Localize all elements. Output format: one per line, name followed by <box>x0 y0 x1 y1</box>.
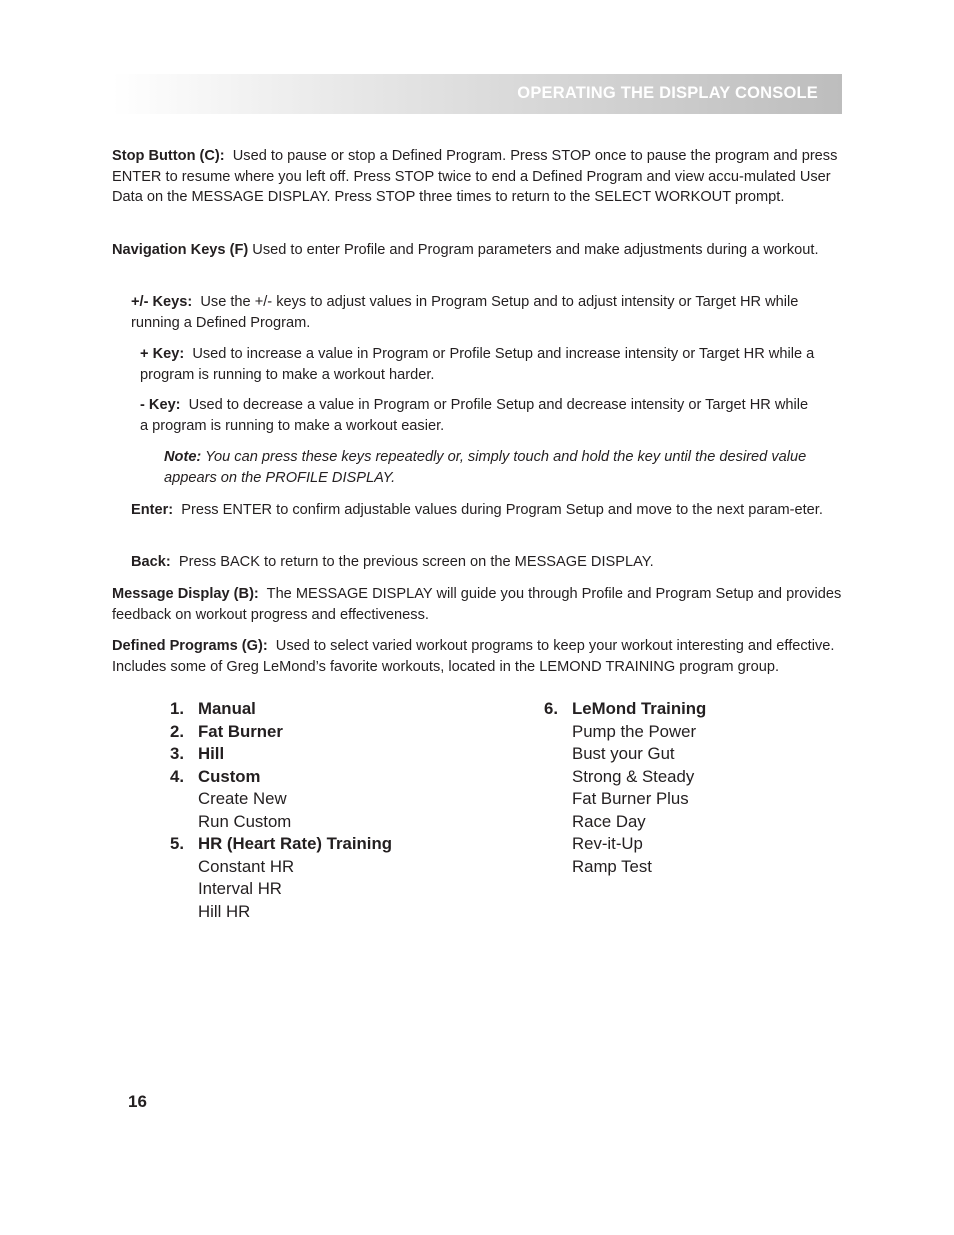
plus-minus-keys-lead: +/- Keys: <box>131 294 193 310</box>
program-item <box>170 833 392 856</box>
program-subitem: Bust your Gut <box>572 744 675 763</box>
minus-key-lead: - Key: <box>140 397 181 413</box>
minus-key-text: Used to decrease a value in Program or Profile Setup and decrease intensity or Target HR while a program is running to make a workout easier. <box>140 397 809 434</box>
program-subitem: Interval HR <box>198 879 282 898</box>
plus-key-text: Used to increase a value in Program or Profile Setup and increase intensity or Target HR while a program is running to make a workout harder. <box>140 346 815 383</box>
program-subitem: Race Day <box>572 811 646 831</box>
program-subitem: Run Custom <box>198 811 292 831</box>
navigation-keys-paragraph <box>112 240 842 261</box>
note-text: You can press these keys repeatedly or, simply touch and hold the key until the desired value appears on the PROFILE DISPLAY. <box>164 449 807 486</box>
minus-key-paragraph <box>140 395 820 436</box>
stop-button-text: Used to pause or stop a Defined Program. Press STOP once to pause the program and press ENTER to resume where you left off. Press STOP twice to end a Defined Program and view accu-mulated User Data on the MESSAGE DISPLAY. Press STOP three times to return to the SELECT WORKOUT prompt. <box>112 148 838 206</box>
program-number: 3. <box>170 744 184 763</box>
program-title: Hill <box>198 744 225 763</box>
program-title: Manual <box>198 699 256 718</box>
program-item <box>170 698 392 721</box>
plus-key-paragraph <box>140 344 842 385</box>
section-header-bar <box>112 74 842 114</box>
note-paragraph <box>164 447 834 488</box>
defined-programs-text: Used to select varied workout programs to keep your workout interesting and effective. Includes some of Greg LeMond’s favorite workouts, located in the LEMOND TRAINING program group. <box>112 638 835 675</box>
program-number: 2. <box>170 721 184 741</box>
message-display-text: The MESSAGE DISPLAY will guide you through Profile and Program Setup and provides feedback on workout progress and effectiveness. <box>112 586 842 623</box>
enter-key-text: Press ENTER to confirm adjustable values during Program Setup and move to the next param-eter. <box>181 502 823 518</box>
plus-minus-keys-text: Use the +/- keys to adjust values in Program Setup and to adjust intensity or Target HR while running a Defined Program. <box>131 294 799 331</box>
program-title: HR (Heart Rate) Training <box>198 834 392 853</box>
program-list-right <box>544 698 706 878</box>
program-title: LeMond Training <box>572 699 707 718</box>
enter-key-lead: Enter: <box>131 502 174 518</box>
message-display-paragraph <box>112 584 842 625</box>
enter-key-paragraph <box>131 500 842 521</box>
program-subitem: Ramp Test <box>572 856 652 876</box>
program-number: 6. <box>544 699 558 718</box>
program-subitem: Constant HR <box>198 856 295 876</box>
page-number: 16 <box>128 1092 147 1111</box>
plus-minus-keys-paragraph <box>131 292 821 333</box>
message-display-lead: Message Display (B): <box>112 586 259 602</box>
program-item <box>544 698 706 721</box>
navigation-keys-text: Used to enter Profile and Program parameters and make adjustments during a workout. <box>252 242 819 258</box>
program-number: 4. <box>170 766 184 786</box>
program-item <box>170 766 392 789</box>
defined-programs-lead: Defined Programs (G): <box>112 638 268 654</box>
section-title: OPERATING THE DISPLAY CONSOLE <box>517 84 818 102</box>
program-title: Fat Burner <box>198 721 283 741</box>
program-subitem: Rev-it-Up <box>572 834 643 853</box>
navigation-keys-lead: Navigation Keys (F) <box>112 242 249 258</box>
back-key-lead: Back: <box>131 554 171 570</box>
program-item <box>170 743 392 766</box>
program-title: Custom <box>198 766 261 786</box>
program-subitem: Strong & Steady <box>572 766 695 786</box>
program-list-left <box>170 698 392 923</box>
note-lead: Note: <box>164 449 202 465</box>
stop-button-paragraph <box>112 146 842 208</box>
program-number: 1. <box>170 699 184 718</box>
plus-key-lead: + Key: <box>140 346 185 362</box>
program-number: 5. <box>170 834 184 853</box>
program-item <box>170 721 392 744</box>
program-subitem: Fat Burner Plus <box>572 789 689 808</box>
defined-programs-paragraph <box>112 636 842 677</box>
program-subitem: Create New <box>198 789 287 808</box>
back-key-text: Press BACK to return to the previous screen on the MESSAGE DISPLAY. <box>178 554 654 570</box>
program-subitem: Hill HR <box>198 901 251 921</box>
program-subitem: Pump the Power <box>572 721 697 741</box>
stop-button-lead: Stop Button (C): <box>112 148 225 164</box>
back-key-paragraph <box>131 552 842 573</box>
